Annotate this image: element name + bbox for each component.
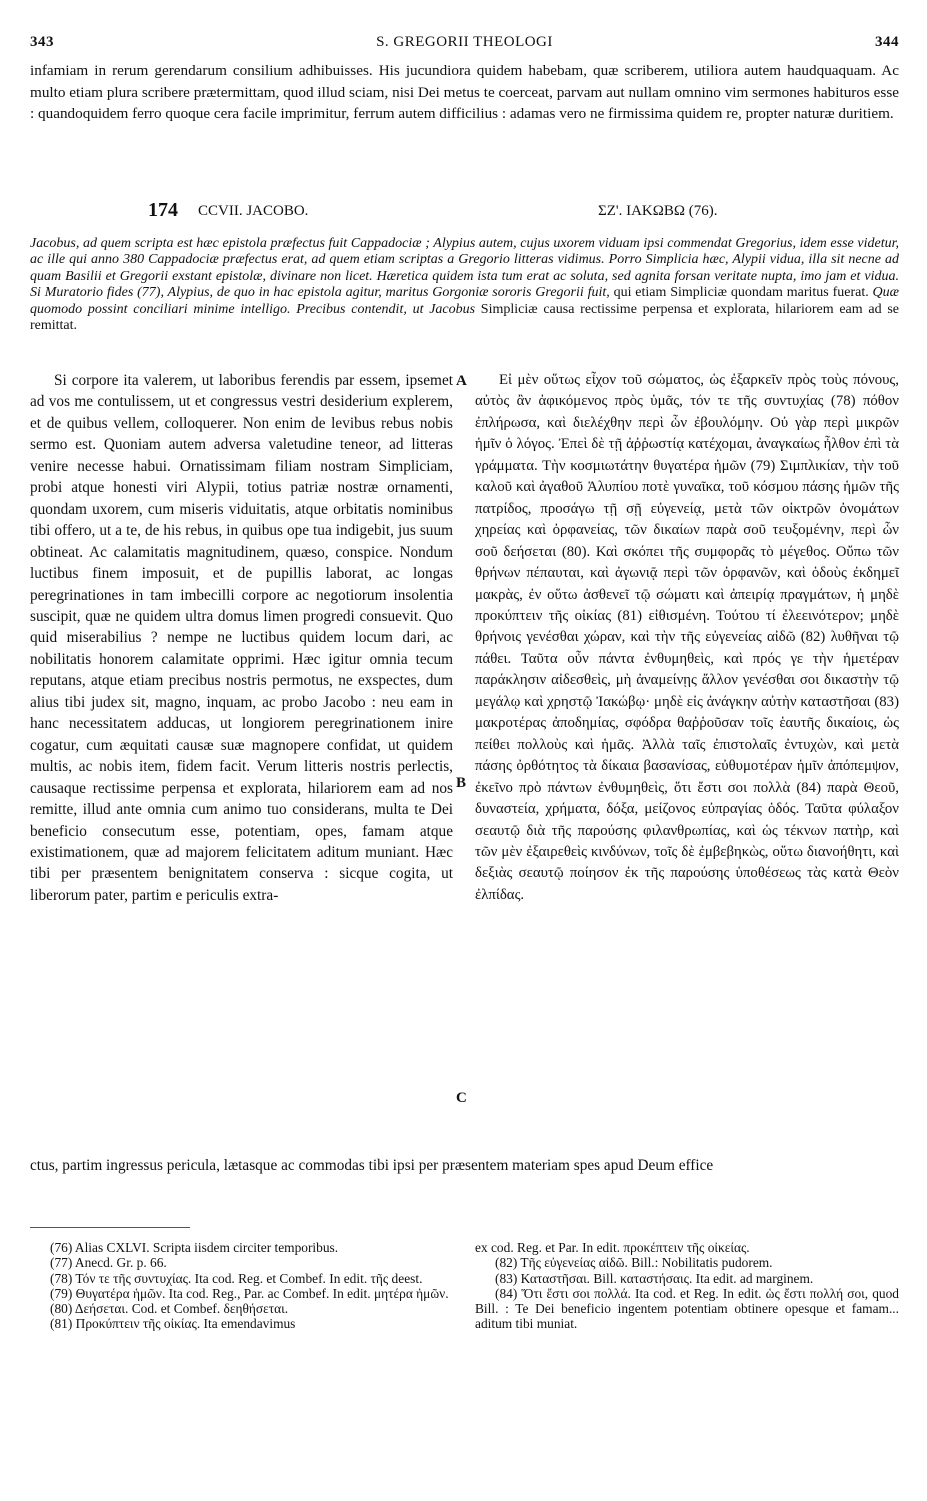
page-number-left: 343: [30, 34, 54, 50]
footnote: (78) Τόν τε τῆς συντυχίας. Ita cod. Reg. et Combef. In edit. τῆς deest.: [50, 1270, 423, 1286]
greek-text: Εἰ μὲν οὕτως εἶχον τοῦ σώματος, ὡς ἐξαρκεῖν πρὸς τοὺς πόνους, αὐτὸς ἂν ἀφικόμενος πρὸς ὑμᾶς, τόν τε τῆς συντυχίας (78) πόθον ἐπλήρωσα, καὶ διελέχθην περὶ ὧν ἐβουλόμην. Οὐ γὰρ περὶ μικρῶν ἡμῖν ὁ λόγος. Ἐπεὶ δὲ τῇ ἀῤῥωστίᾳ κατέχομαι, ἀναγκαίως ἦλθον ἐπὶ τὰ γράμματα. Τὴν κοσμιωτάτην θυγατέρα ἡμῶν (79) Σιμπλικίαν, τὴν τοῦ καλοῦ καὶ ἀγαθοῦ Ἀλυπίου ποτὲ γυναῖκα, τοῦ κόσμου πάσης ἡμῶν τῆς πατρίδος, προσάγω τῇ σῇ εὐγενείᾳ, μετὰ τῶν οἰκτρῶν ὀνομάτων χηρείας καὶ ὀρφανείας, τῶν δικαίων παρὰ σοῦ τευξομένην, περὶ ὧν σοῦ δεήσεται (80). Καὶ σκόπει τῆς συμφορᾶς τὸ μέγεθος. Οὔπω τῶν θρήνων πέπαυται, καὶ ἀγωνιᾷ περὶ τῶν ὀρφανῶν, καὶ ὁδοὺς ἐκδημεῖ μακρὰς, ἐν οὕτω ἀσθενεῖ τῷ σώματι καὶ ἀπειρίᾳ πραγμάτων, ἡ μηδὲ προκύπτειν τῆς οἰκίας (81) εἰθισμένη. Τούτου τί ἐλεεινότερον; μηδὲ θρήνοις γενέσθαι χώραν, καὶ τὴν τῆς εὐγενείας αἰδῶ (82) λυθῆναι τῷ πάθει. Ταῦτα οὖν πάντα ἐνθυμηθεὶς, καὶ πρός γε τὴν ἡμετέραν παράκλησιν αἰδεσθεὶς, μὴ ἀναμείνῃς ἄλλον γενέσθαι σοι δικαστὴν τῷ μεγάλῳ καὶ χρηστῷ Ἰακώβῳ· μηδὲ εἰς ἀνάγκην αὐτὴν καταστῆσαι (83) μακροτέρας ἀποδημίας, σφόδρα θαῤῥοῦσαν τοῖς ἑαυτῆς δικαίοις, ὡς πείθει πολλοὺς καὶ ἡμᾶς. Ἀλλὰ ταῖς ἐπιστολαῖς ἐντυχὼν, καὶ μετὰ πάσης ὀρθότητος τὰ δίκαια βασανίσας, εὐθυμοτέραν ἡμῖν ἀπόπεμψον, ἐκεῖνο πρὸ πάντων ἐνθυμηθεὶς, ὅτι ἔστι σοι πολλὰ (84) παρὰ Θεοῦ, δυναστεία, χρήματα, δόξα, μείζονος εὐπραγίας ὁδός. Ταῦτα φύλαξον σεαυτῷ διὰ τῆς παρούσης φιλανθρωπίας, καὶ ὡς τέκνων πατὴρ, καὶ τῶν μὲν ἐξαιρεθεὶς κινδύνων, τοῖς δὲ ἐμβεβηκὼς, οὕτω διανοήθητι, καὶ δεξιὰς σεαυτῷ ποίησον ἐκ τῆς παρούσης ὑποθέσεως τὰς κατὰ Θεὸν ἐλπίδας.: [475, 372, 899, 903]
footnote: (83) Καταστῆσαι. Bill. καταστήσαις. Ita edit. ad marginem.: [495, 1270, 814, 1286]
argument-roman-2: Simpliciæ causa rectissime perpensa et explorata, hilariorem eam ad se remittat.: [30, 301, 899, 334]
argument-italic-1: Jacobus, ad quem scripta est hæc epistola præfectus fuit Cappadociæ ; Alypius autem, cujus uxorem viduam ipsi commendat Gregorius, idem esse videtur, ac ille qui anno 380 Cappadociæ præfectus erat, ad quem etiam scriptas a Gregorio litteras vidimus. Porro Simplicia hæc, Alypii vidua, illa sit necne ad quam Basilii et Gregorii exstant epistolæ, divinare non licet. Hæretica quidem ista tum erat ac soluta, sed agnita forsan veritate nupta, imo jam et vidua. Si Muratorio fides (77), Alypius, de quo in hac epistola agitur, maritus Gorgoniæ sororis Gregorii fuit,: [30, 236, 899, 301]
letter-title-latin: CCVII. JACOBO.: [198, 203, 309, 219]
margin-letter-b: B: [456, 775, 467, 791]
latin-column: [30, 370, 453, 906]
page-number-right: 344: [875, 34, 899, 50]
margin-letter-c: C: [456, 1090, 467, 1106]
letter-title-greek: ΣΖ'. ΙΑΚΩΒΩ (76).: [598, 203, 718, 219]
footnote: (81) Προκύπτειν τῆς οἰκίας. Ita emendavimus: [50, 1316, 296, 1332]
intro-text: infamiam in rerum gerendarum consilium adhibuisses. His jucundiora quidem habebam, quæ scriberem, utiliora autem haudquaquam. Ac multo etiam plura scribere prætermittam, quod illud sciam, nisi Dei metus te coerceat, parvam aut nullam omnino vim sermones habituros esse : quandoquidem ferro quoque cera facile imprimitur, ferrum autem difficilius : adamas vero ne firmissima quidem re, propter naturæ duritiem.: [30, 62, 899, 122]
footnote: (77) Anecd. Gr. p. 66.: [50, 1255, 167, 1271]
greek-column: [475, 370, 899, 906]
footnote: (80) Δεήσεται. Cod. et Combef. δεηθήσεται.: [50, 1301, 289, 1317]
running-head: [30, 34, 899, 58]
latin-text: Si corpore ita valerem, ut laboribus ferendis par essem, ipsemet ad vos me contulissem, ut et congressus vestri desiderium explerem, et de quibus vellem, colloquerer. Non enim de levibus rebus nobis sermo est. Quoniam autem adversa valetudine teneor, ad litteras venire necesse habui. Ornatissimam filiam nostram Simpliciam, probi atque honesti viri Alypii, totius patriæ nostræ ornamenti, quondam uxorem, cum miseris viduitatis, atque orbitatis nominibus tibi offero, ut a te, de his rebus, in quibus ope tua indigebit, jus suum obtineat. Ac calamitatis magnitudinem, quæso, conspice. Nondum luctibus finem imposuit, et de pupillis laborat, ac longas peregrinationes in tam imbecilli corpore ac negotiorum insolentia suscipit, quæ ne quidem ultra domus limen progredi consuevit. Quo quid miserabilius ? nempe ne luctibus quidem locum dari, ac nobilitatis honorem calamitate opprimi. Hæc igitur omnia tecum reputans, atque etiam precibus nostris permotus, ne exspectes, dum alius tibi judex sit, magno, inquam, ac probo Jacobo : neu eam in hanc necessitatem adducas, ut longiorem peregrinationem inire cogatur, cum æquitati causæ suæ magnopere confidat, ut quidem multis, ac nobis item, fidem facit. Verum litteris nostris perlectis, causaque rectissime perpensa et explorata, hilariorem eam ad nos remitte, illud ante omnia cum animo tuo considerans, multa te Dei beneficio consecutum esse, potentiam, opes, famam atque existimationem, quæ ad majorem felicitatem aditum muniant. Hæc tibi per præsentem benignitatem conserva : sicque cogita, ut liberorum pater, partim e periculis extra-: [30, 372, 453, 904]
argument-italic-2: Quæ quomodo possint conciliari minime intelligo. Precibus contendit, ut Jacobus: [30, 285, 899, 317]
footnote: (84) Ὅτι ἔστι σοι πολλά. Ita cod. et Reg. In edit. ὡς ἔστι πολλή σοι, quod Bill. : Te Dei beneficio ingentem potentiam obtinere opesque et famam... aditum tibi muniat.: [475, 1285, 899, 1332]
latin-tail-text: ctus, partim ingressus pericula, lætasque ac commodas tibi ipsi per præsentem materiam spes apud Deum effice: [30, 1157, 714, 1174]
letter-heading: [30, 199, 899, 229]
footnote-divider: [30, 1227, 190, 1228]
margin-letter-a: A: [456, 373, 467, 389]
argument-summary: [30, 236, 899, 334]
latin-tail: [30, 1155, 899, 1176]
footnote: (76) Alias CXLVI. Scripta iisdem circiter temporibus.: [50, 1240, 339, 1255]
footnotes-right: [475, 1240, 899, 1332]
letter-number: 174: [148, 199, 178, 221]
footnotes-left: [30, 1240, 455, 1332]
footnote: (79) Θυγατέρα ἡμῶν. Ita cod. Reg., Par. ac Combef. In edit. μητέρα ἡμῶν.: [50, 1285, 449, 1301]
footnote: ex cod. Reg. et Par. In edit. προκέπτειν τῆς οἰκείας.: [475, 1240, 750, 1255]
argument-roman-1: qui etiam Simpliciæ quondam maritus fuerat.: [609, 285, 873, 301]
footnote: (82) Τῆς εὐγενείας αἰδῶ. Bill.: Nobilitatis pudorem.: [495, 1255, 773, 1271]
running-title: S. GREGORII THEOLOGI: [376, 34, 553, 50]
intro-paragraph: [30, 60, 899, 125]
